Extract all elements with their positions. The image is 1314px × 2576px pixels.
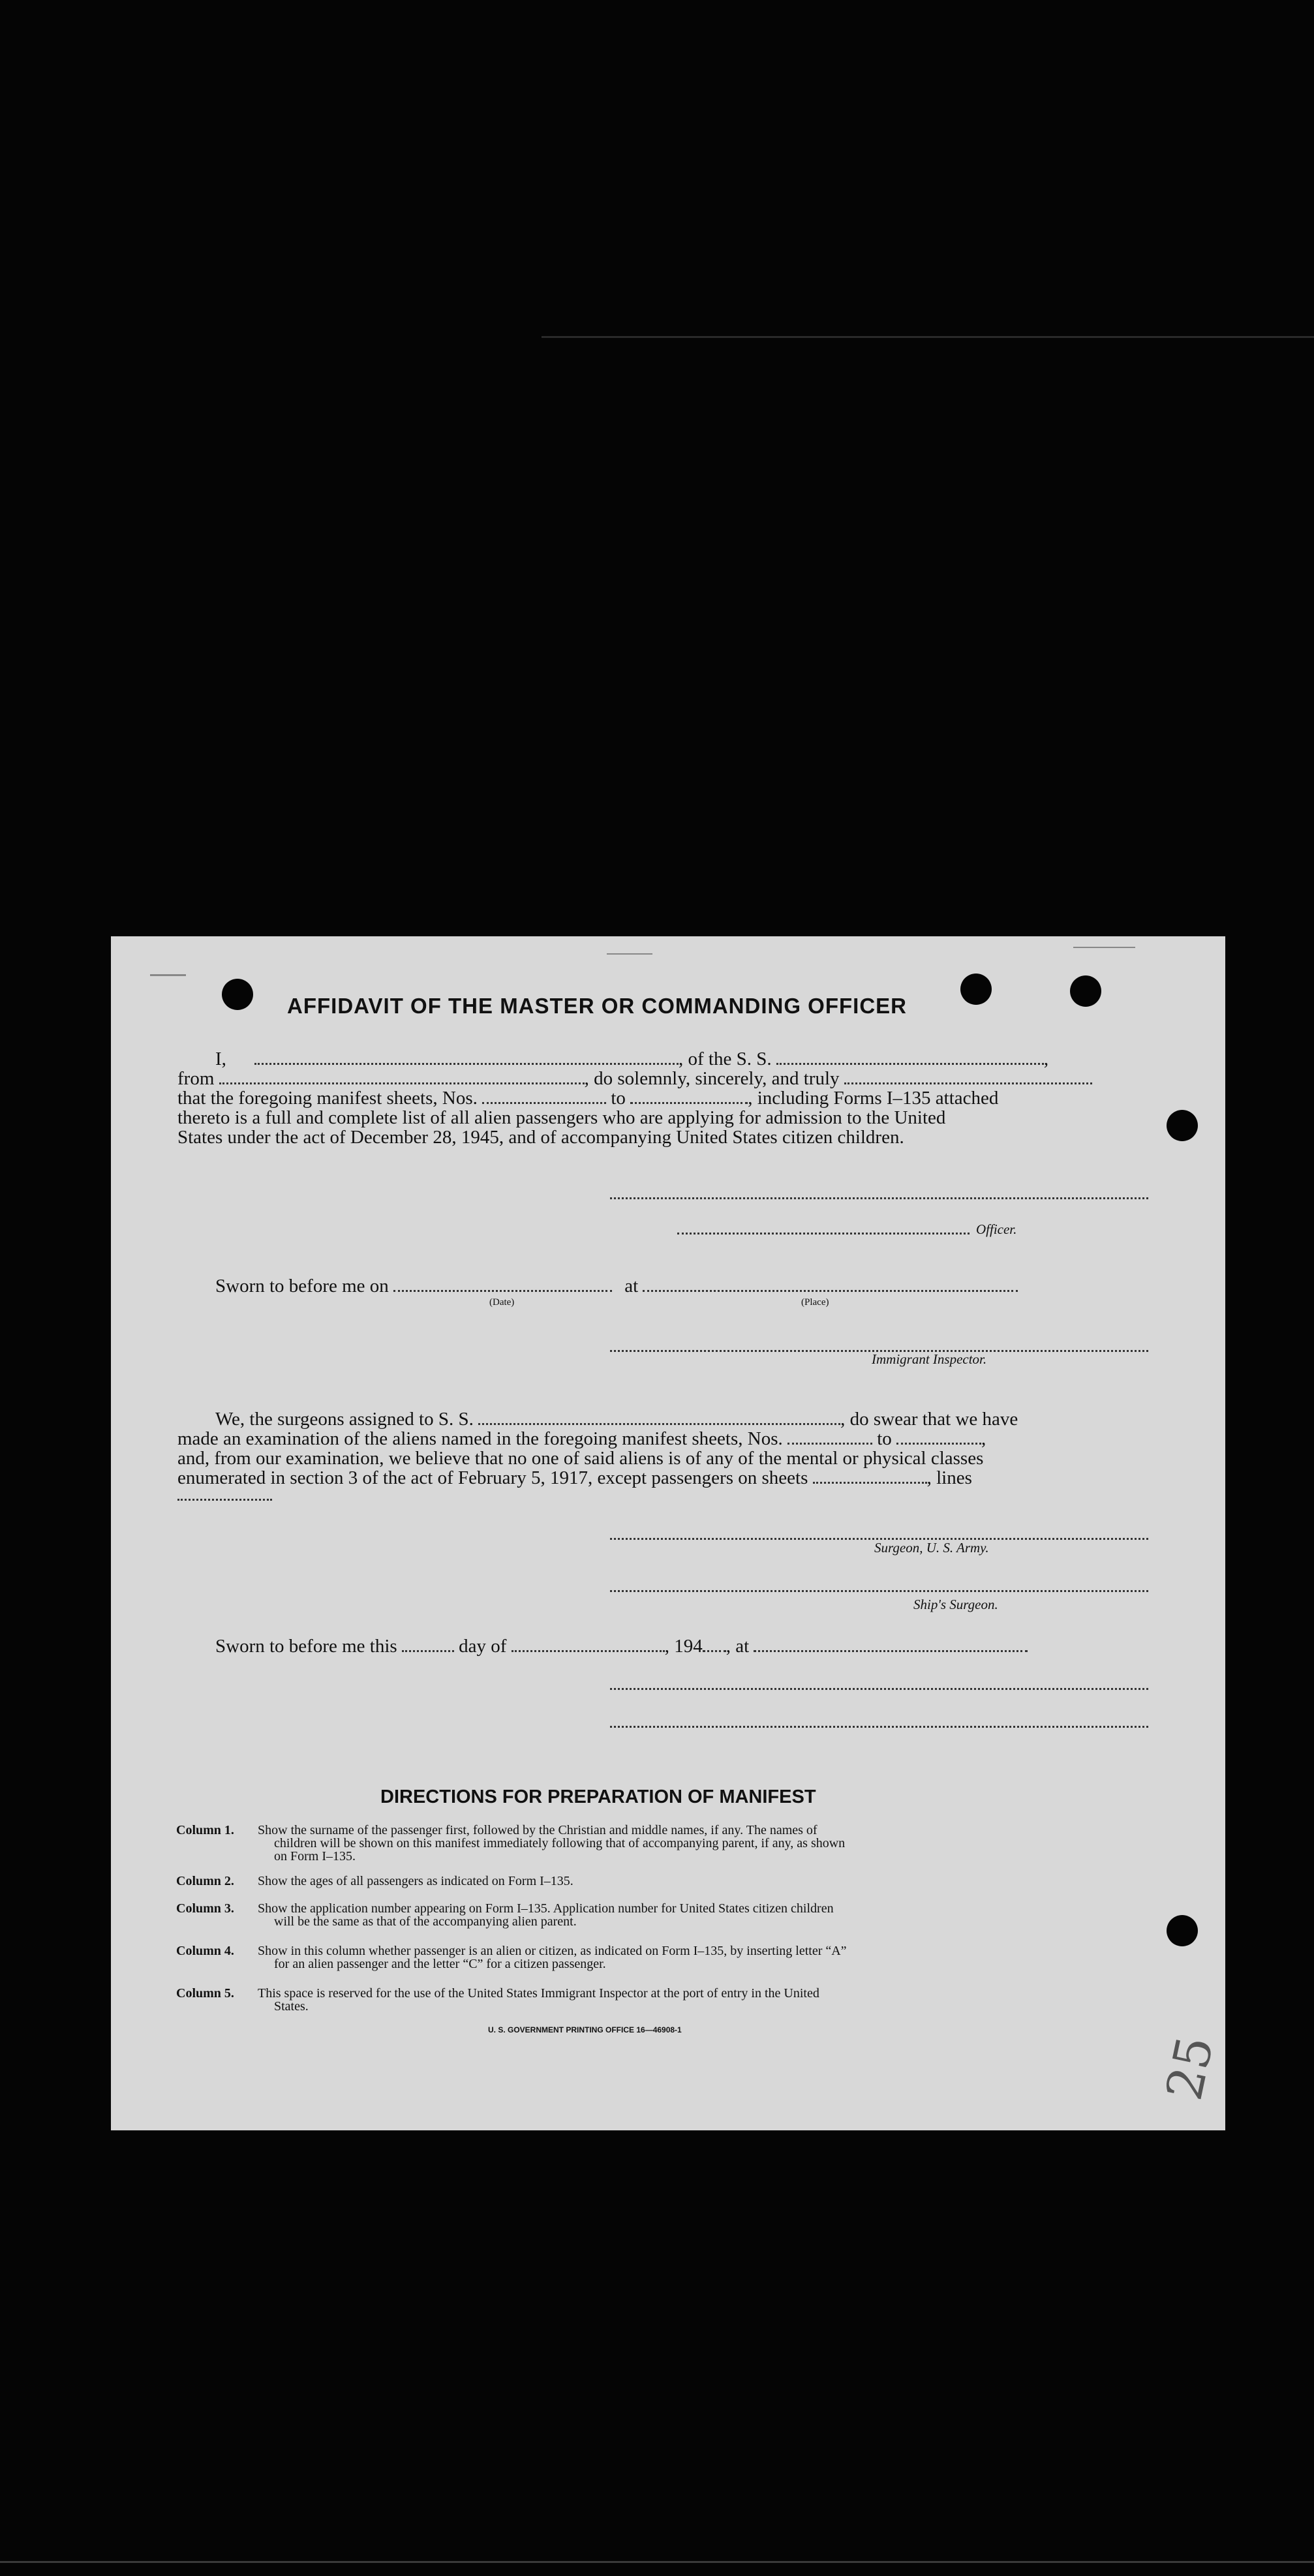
directions-title: DIRECTIONS FOR PREPARATION OF MANIFEST [380,1786,816,1807]
direction-text: Show the ages of all passengers as indicated on Form I–135. [258,1874,573,1888]
column-label: Column 2. [176,1874,234,1888]
scan-artifact-line [542,336,1314,338]
surgeons-ship-field[interactable] [478,1422,840,1425]
sheets-to-field[interactable] [630,1101,748,1104]
sworn2-title-line[interactable] [610,1725,1148,1728]
punch-hole [1167,1110,1198,1141]
sworn2-place-field[interactable] [754,1649,1028,1652]
solemnly-text: , do solemnly, sincerely, and truly [584,1068,840,1089]
affidavit-line-5: States under the act of December 28, 1945, and of accompanying United States citizen children. [177,1127,904,1148]
ship-surgeon-label: Ship's Surgeon. [913,1597,998,1612]
forms-attached-text: , including Forms I–135 attached [748,1088,999,1109]
affidavit-i-label: I, [215,1049,226,1069]
punch-hole [222,979,253,1010]
direction-column-4 [176,1944,1155,1973]
affidavit-line-3 [177,1088,1156,1109]
army-surgeon-label: Surgeon, U. S. Army. [874,1540,989,1556]
direction-text: Show in this column whether passenger is an alien or citizen, as indicated on Form I–135, by inserting letter “A” [258,1944,847,1958]
surgeons-line-3: and, from our examination, we believe that no one of said aliens is of any of the mental or physical classes [177,1448,984,1469]
affidavit-line-4: thereto is a full and complete list of all alien passengers who are applying for admission to the United [177,1107,946,1128]
scan-speck [607,953,652,955]
column-label: Column 4. [176,1944,234,1958]
except-lines-field[interactable] [177,1497,272,1501]
sworn-line-2 [215,1636,1161,1657]
sworn-date-field[interactable] [393,1289,612,1292]
enumerated-text: enumerated in section 3 of the act of February 5, 1917, except passengers on sheets [177,1467,808,1488]
direction-text: States. [274,1999,309,2014]
master-signature-line[interactable] [610,1196,1148,1199]
punch-hole [1167,1915,1198,1946]
direction-column-3 [176,1902,1155,1931]
to-label: to [611,1088,626,1109]
direction-column-5 [176,1987,1155,2016]
manifest-sheets-text: that the foregoing manifest sheets, Nos. [177,1088,478,1109]
from-label: from [177,1068,215,1089]
surgeons-line-1 [215,1409,1161,1430]
column-label: Column 3. [176,1901,234,1916]
direction-text: on Form I–135. [274,1849,356,1863]
comma: , [1043,1049,1049,1069]
except-sheets-field[interactable] [813,1480,927,1484]
direction-text: children will be shown on this manifest immediately following that of accompanying parent, if any, as shown [274,1836,846,1850]
direction-column-1 [176,1824,1155,1865]
place-caption: (Place) [801,1297,829,1308]
sworn-text: Sworn to before me on [215,1276,389,1296]
date-caption: (Date) [489,1297,515,1308]
handwritten-page-number: 25 [1154,2031,1225,2106]
punch-hole [960,974,992,1005]
master-name-field[interactable] [254,1062,679,1065]
sworn-place-field[interactable] [643,1289,1018,1292]
lines-text: , lines [926,1467,972,1488]
surgeons-line-4 [177,1467,1169,1488]
direction-text: This space is reserved for the use of the United States Immigrant Inspector at the port of entry in the United [258,1986,819,2001]
year-label: , 194 [664,1636,703,1657]
day-of-label: day of [459,1636,507,1657]
sworn-line-1 [215,1276,1161,1296]
ship-surgeon-signature-line[interactable] [610,1589,1148,1592]
truly-field[interactable] [844,1081,1092,1084]
manifest-form-page [111,936,1225,2130]
direction-text: Show the surname of the passenger first, followed by the Christian and middle names, if any. The names of [258,1823,817,1837]
sworn2-signature-line[interactable] [610,1687,1148,1690]
exam-sheets-to-field[interactable] [896,1441,981,1445]
examination-text: made an examination of the aliens named in the foregoing manifest sheets, Nos. [177,1428,783,1449]
punch-hole [1070,975,1101,1007]
exam-to-label: to [877,1428,892,1449]
comma: , [981,1428,986,1449]
of-ss-label: , of the S. S. [679,1049,772,1069]
sworn-year-field[interactable] [703,1649,726,1652]
inspector-label: Immigrant Inspector. [872,1351,987,1367]
ship-name-field[interactable] [776,1062,1044,1065]
sworn-month-field[interactable] [512,1649,665,1652]
officer-signature-line[interactable] [677,1231,970,1234]
scan-speck [150,974,186,976]
affidavit-line-1 [215,1049,1155,1069]
surgeons-assigned-text: We, the surgeons assigned to S. S. [215,1409,474,1430]
direction-text: Show the application number appearing on Form I–135. Application number for United States citizen children [258,1901,834,1916]
scan-speck [1073,947,1135,948]
direction-text: will be the same as that of the accompanying alien parent. [274,1914,577,1929]
surgeons-line-2 [177,1428,1163,1449]
exam-sheets-from-field[interactable] [787,1441,872,1445]
at-label: , at [726,1636,750,1657]
printer-imprint: U. S. GOVERNMENT PRINTING OFFICE 16—46908-1 [488,2025,682,2034]
scan-bottom-line [0,2561,1314,2563]
column-label: Column 1. [176,1823,234,1837]
from-port-field[interactable] [219,1081,585,1084]
at-label: at [624,1276,639,1296]
direction-column-2 [176,1875,1155,1889]
affidavit-title: AFFIDAVIT OF THE MASTER OR COMMANDING OFFICER [287,994,908,1018]
officer-label: Officer. [976,1221,1017,1237]
sworn-day-field[interactable] [402,1649,454,1652]
sheets-from-field[interactable] [482,1101,606,1104]
do-swear-text: , do swear that we have [840,1409,1018,1430]
affidavit-line-2 [177,1068,1156,1089]
direction-text: for an alien passenger and the letter “C” for a citizen passenger. [274,1957,606,1971]
sworn-this-text: Sworn to before me this [215,1636,397,1657]
column-label: Column 5. [176,1986,234,2001]
